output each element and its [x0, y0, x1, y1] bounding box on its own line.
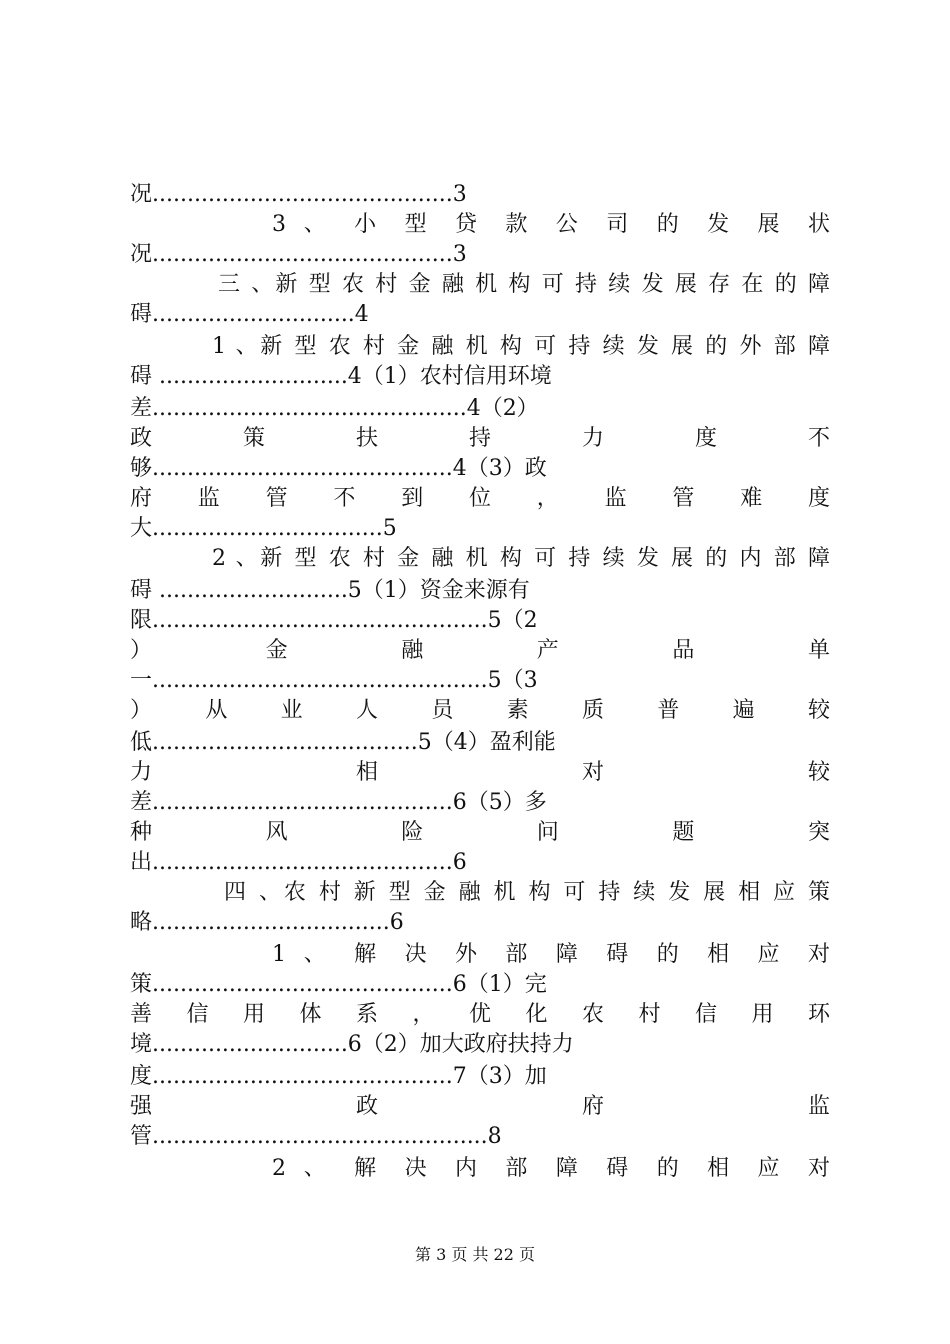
toc-line: 够...........................................4（3）政 — [130, 456, 547, 481]
toc-line: 度...........................................7（3）加 — [130, 1064, 547, 1089]
toc-heading-section-four: 四 、农 村 新 型 金 融 机 构 可 持 续 发 展 相 应 策 — [224, 880, 830, 905]
toc-heading-internal-solutions: 2 、 解 决 内 部 障 碍 的 相 应 对 — [272, 1156, 830, 1181]
toc-line-justified: 强 政 府 监 — [130, 1094, 830, 1119]
toc-line: 境............................6（2）加大政府扶持力 — [130, 1032, 574, 1057]
toc-line: 碍 ...........................4（1）农村信用环境 — [130, 364, 552, 389]
toc-line-justified: 种 风 险 问 题 突 — [130, 820, 830, 845]
toc-line: 略..................................6 — [130, 910, 404, 935]
toc-line: 况...........................................3 — [130, 242, 467, 267]
toc-line: 出...........................................6 — [130, 850, 467, 875]
toc-line: 大.................................5 — [130, 516, 397, 541]
toc-line-justified: 政 策 扶 持 力 度 不 — [130, 426, 830, 451]
toc-line: 差...........................................6（5）多 — [130, 790, 547, 815]
toc-line: 碍.............................4 — [130, 302, 369, 327]
toc-line-justified: 力 相 对 较 — [130, 760, 830, 785]
toc-heading-small-loan-company: 3 、 小 型 贷 款 公 司 的 发 展 状 — [272, 212, 830, 237]
toc-line: 一................................................5（3 — [130, 668, 538, 693]
toc-line: 策...........................................6（1）完 — [130, 972, 547, 997]
toc-heading-internal-obstacles: 2 、新 型 农 村 金 融 机 构 可 持 续 发 展 的 内 部 障 — [212, 546, 830, 571]
toc-line-justified: 善 信 用 体 系 ， 优 化 农 村 信 用 环 — [130, 1002, 830, 1027]
toc-heading-section-three: 三 、新 型 农 村 金 融 机 构 可 持 续 发 展 存 在 的 障 — [218, 272, 830, 297]
toc-line: 管................................................8 — [130, 1124, 502, 1149]
toc-line: 碍 ...........................5（1）资金来源有 — [130, 578, 530, 603]
toc-heading-external-obstacles: 1 、新 型 农 村 金 融 机 构 可 持 续 发 展 的 外 部 障 — [212, 334, 830, 359]
toc-line-justified: ） 金 融 产 品 单 — [130, 638, 830, 663]
toc-line-justified: 府 监 管 不 到 位 ， 监 管 难 度 — [130, 486, 830, 511]
page-number-footer: 第 3 页 共 22 页 — [415, 1245, 535, 1264]
toc-heading-external-solutions: 1 、 解 决 外 部 障 碍 的 相 应 对 — [272, 942, 830, 967]
toc-line: 限................................................5（2 — [130, 608, 538, 633]
toc-line: 况...........................................3 — [130, 182, 467, 207]
toc-line-justified: ） 从 业 人 员 素 质 普 遍 较 — [130, 698, 830, 723]
toc-line: 低......................................5（4）盈利能 — [130, 730, 556, 755]
toc-line: 差.............................................4（2） — [130, 396, 539, 421]
